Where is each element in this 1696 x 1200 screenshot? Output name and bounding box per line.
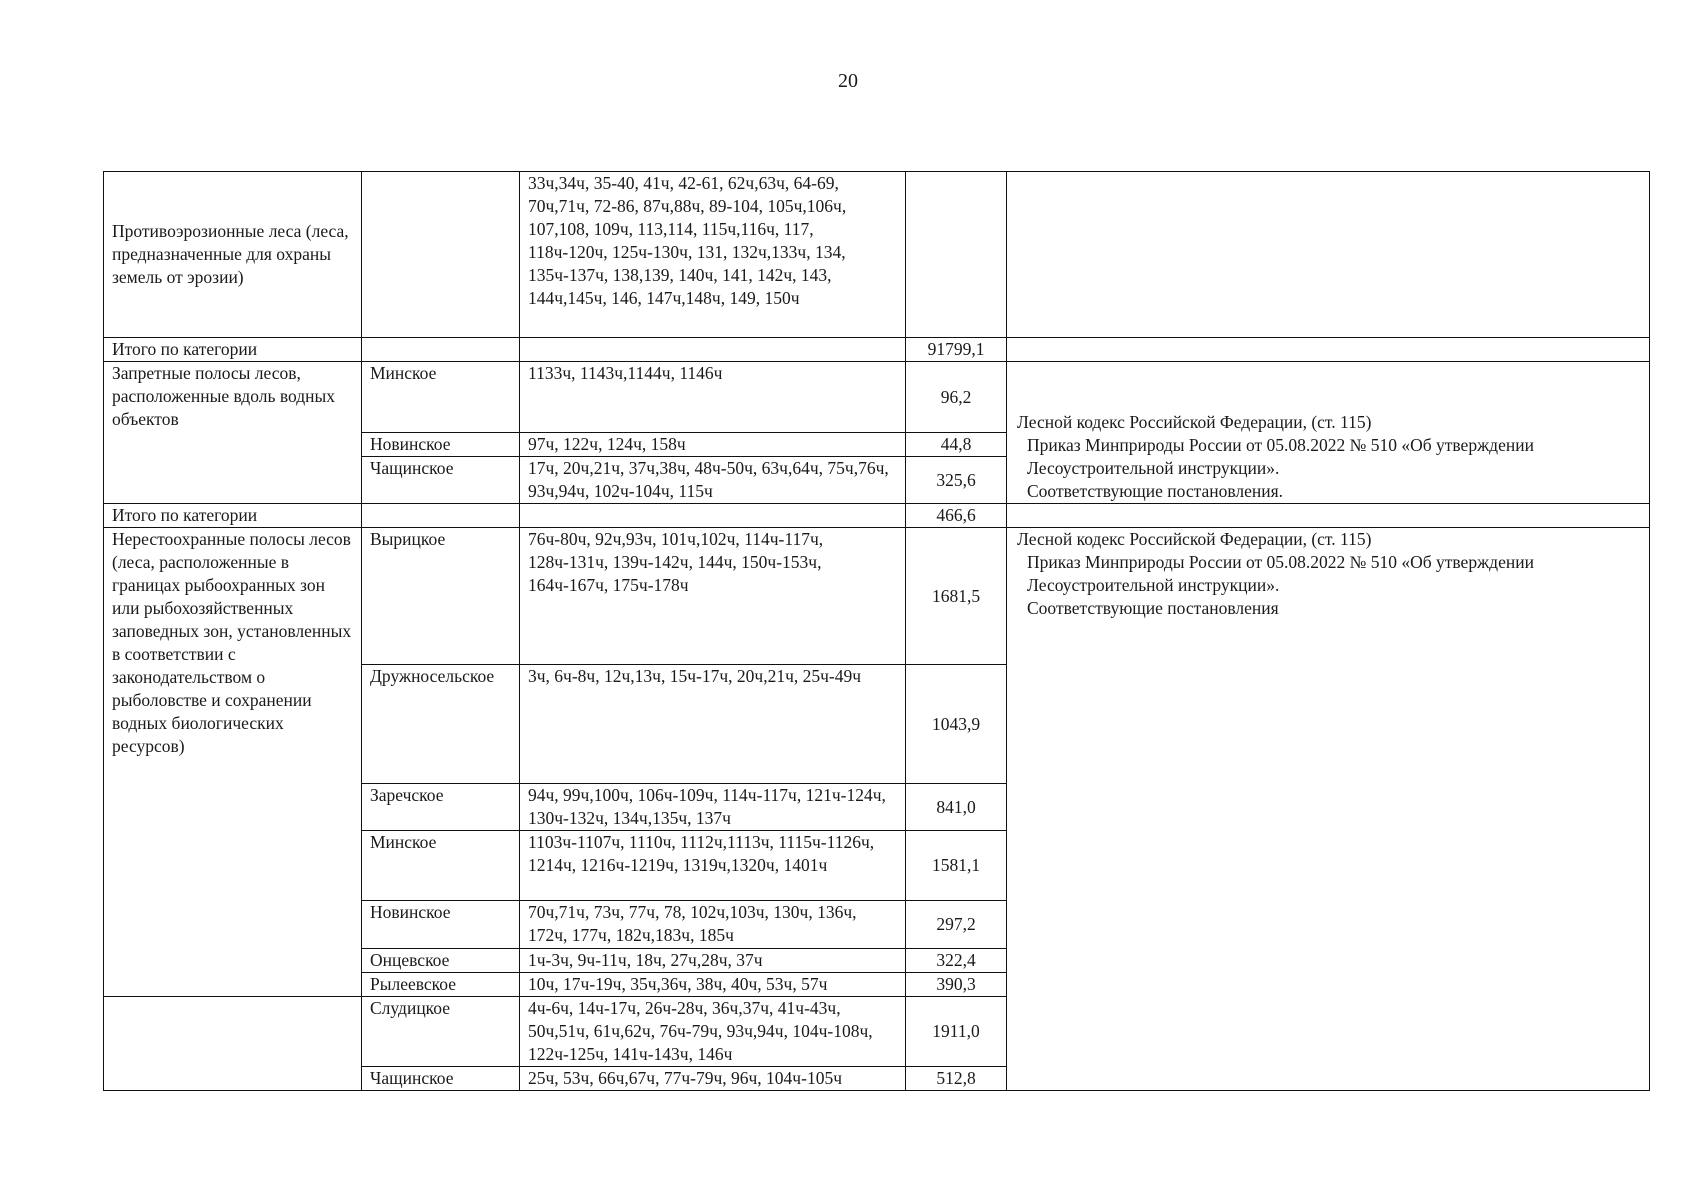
- legal-basis-cell: [1007, 504, 1650, 528]
- table-row-total: [104, 504, 1650, 528]
- quarters-cell: 25ч, 53ч, 66ч,67ч, 77ч-79ч, 96ч, 104ч-105ч: [520, 1067, 906, 1091]
- legal-basis-cell: [1007, 172, 1650, 338]
- district-cell: Новинское: [362, 433, 520, 457]
- legal-basis-line: Приказ Минприроды России от 05.08.2022 № 510 «Об утверждении Лесоустроительной инструкции».: [1027, 552, 1534, 595]
- quarters-cell: 1133ч, 1143ч,1144ч, 1146ч: [520, 362, 906, 433]
- table-row-total: [104, 338, 1650, 362]
- district-cell: Дружносельское: [362, 665, 520, 784]
- district-cell: [362, 504, 520, 528]
- district-cell: Заречское: [362, 784, 520, 831]
- area-cell: 1681,5: [906, 528, 1007, 665]
- table-row: [104, 362, 1650, 433]
- forest-categories-table: [103, 171, 1650, 1091]
- category-label: Нерестоохранные полосы лесов (леса, расположенные в границах рыбоохранных зон или рыбохозяйственных заповедных зон, установленных в соответствии с законодательством о рыболовстве и сохранении водных биологических ресурсов): [112, 529, 352, 756]
- quarters-cell: 4ч-6ч, 14ч-17ч, 26ч-28ч, 36ч,37ч, 41ч-43ч, 50ч,51ч, 61ч,62ч, 76ч-79ч, 93ч,94ч, 104ч-108ч, 122ч-125ч, 141ч-143ч, 146ч: [520, 997, 906, 1067]
- area-cell: [906, 172, 1007, 338]
- area-cell: 297,2: [906, 901, 1007, 949]
- legal-basis-line: Лесной кодекс Российской Федерации, (ст. 115): [1017, 412, 1372, 432]
- area-cell: 1581,1: [906, 831, 1007, 901]
- quarters-cell: 3ч, 6ч-8ч, 12ч,13ч, 15ч-17ч, 20ч,21ч, 25ч-49ч: [520, 665, 906, 784]
- legal-basis-line: Соответствующие постановления: [1027, 598, 1279, 618]
- legal-basis-cell: [1007, 362, 1650, 504]
- quarters-cell: 94ч, 99ч,100ч, 106ч-109ч, 114ч-117ч, 121ч-124ч, 130ч-132ч, 134ч,135ч, 137ч: [520, 784, 906, 831]
- category-cell: [104, 172, 362, 338]
- total-area: 91799,1: [906, 338, 1007, 362]
- table-row: [104, 172, 1650, 338]
- area-cell: 96,2: [906, 362, 1007, 433]
- legal-basis-cell: [1007, 528, 1650, 1091]
- quarters-cell: 17ч, 20ч,21ч, 37ч,38ч, 48ч-50ч, 63ч,64ч, 75ч,76ч, 93ч,94ч, 102ч-104ч, 115ч: [520, 457, 906, 504]
- table-row: [104, 528, 1650, 665]
- quarters-cell: 10ч, 17ч-19ч, 35ч,36ч, 38ч, 40ч, 53ч, 57ч: [520, 973, 906, 997]
- category-cell: [104, 362, 362, 504]
- area-cell: 1043,9: [906, 665, 1007, 784]
- total-label: Итого по категории: [104, 504, 362, 528]
- quarters-cell: 1103ч-1107ч, 1110ч, 1112ч,1113ч, 1115ч-1126ч, 1214ч, 1216ч-1219ч, 1319ч,1320ч, 1401ч: [520, 831, 906, 901]
- legal-basis-line: Соответствующие постановления.: [1027, 481, 1284, 501]
- area-cell: 1911,0: [906, 997, 1007, 1067]
- area-cell: 44,8: [906, 433, 1007, 457]
- district-cell: Слудицкое: [362, 997, 520, 1067]
- category-label: Противоэрозионные леса (леса, предназначенные для охраны земель от эрозии): [112, 221, 349, 287]
- quarters-cell: [520, 504, 906, 528]
- legal-basis-line: Лесной кодекс Российской Федерации, (ст. 115): [1017, 529, 1372, 549]
- district-cell: [362, 172, 520, 338]
- district-cell: Минское: [362, 831, 520, 901]
- legal-basis-line: Приказ Минприроды России от 05.08.2022 № 510 «Об утверждении Лесоустроительной инструкции».: [1027, 435, 1534, 478]
- district-cell: Новинское: [362, 901, 520, 949]
- district-cell: Онцевское: [362, 949, 520, 973]
- quarters-cell: 1ч-3ч, 9ч-11ч, 18ч, 27ч,28ч, 37ч: [520, 949, 906, 973]
- quarters-cell: [520, 338, 906, 362]
- legal-basis-cell: [1007, 338, 1650, 362]
- area-cell: 322,4: [906, 949, 1007, 973]
- quarters-cell: 97ч, 122ч, 124ч, 158ч: [520, 433, 906, 457]
- district-cell: Минское: [362, 362, 520, 433]
- page-number: 20: [838, 70, 858, 92]
- district-cell: Чащинское: [362, 457, 520, 504]
- quarters-cell: 70ч,71ч, 73ч, 77ч, 78, 102ч,103ч, 130ч, 136ч, 172ч, 177ч, 182ч,183ч, 185ч: [520, 901, 906, 949]
- category-label: Запретные полосы лесов, расположенные вдоль водных объектов: [112, 363, 335, 429]
- area-cell: 841,0: [906, 784, 1007, 831]
- quarters-cell: 76ч-80ч, 92ч,93ч, 101ч,102ч, 114ч-117ч, 128ч-131ч, 139ч-142ч, 144ч, 150ч-153ч, 164ч-167ч, 175ч-178ч: [520, 528, 906, 665]
- district-cell: [362, 338, 520, 362]
- quarters-cell: 33ч,34ч, 35-40, 41ч, 42-61, 62ч,63ч, 64-69, 70ч,71ч, 72-86, 87ч,88ч, 89-104, 105ч,106ч, 107,108, 109ч, 113,114, 115ч,116ч, 117, 118ч-120ч, 125ч-130ч, 131, 132ч,133ч, 134, 135ч-137ч, 138,139, 140ч, 141, 142ч, 143, 144ч,145ч, 146, 147ч,148ч, 149, 150ч: [520, 172, 906, 338]
- total-label: Итого по категории: [104, 338, 362, 362]
- area-cell: 325,6: [906, 457, 1007, 504]
- area-cell: 512,8: [906, 1067, 1007, 1091]
- area-cell: 390,3: [906, 973, 1007, 997]
- district-cell: Чащинское: [362, 1067, 520, 1091]
- category-cell: [104, 528, 362, 997]
- district-cell: Рылеевское: [362, 973, 520, 997]
- category-cell: [104, 997, 362, 1091]
- total-area: 466,6: [906, 504, 1007, 528]
- district-cell: Вырицкое: [362, 528, 520, 665]
